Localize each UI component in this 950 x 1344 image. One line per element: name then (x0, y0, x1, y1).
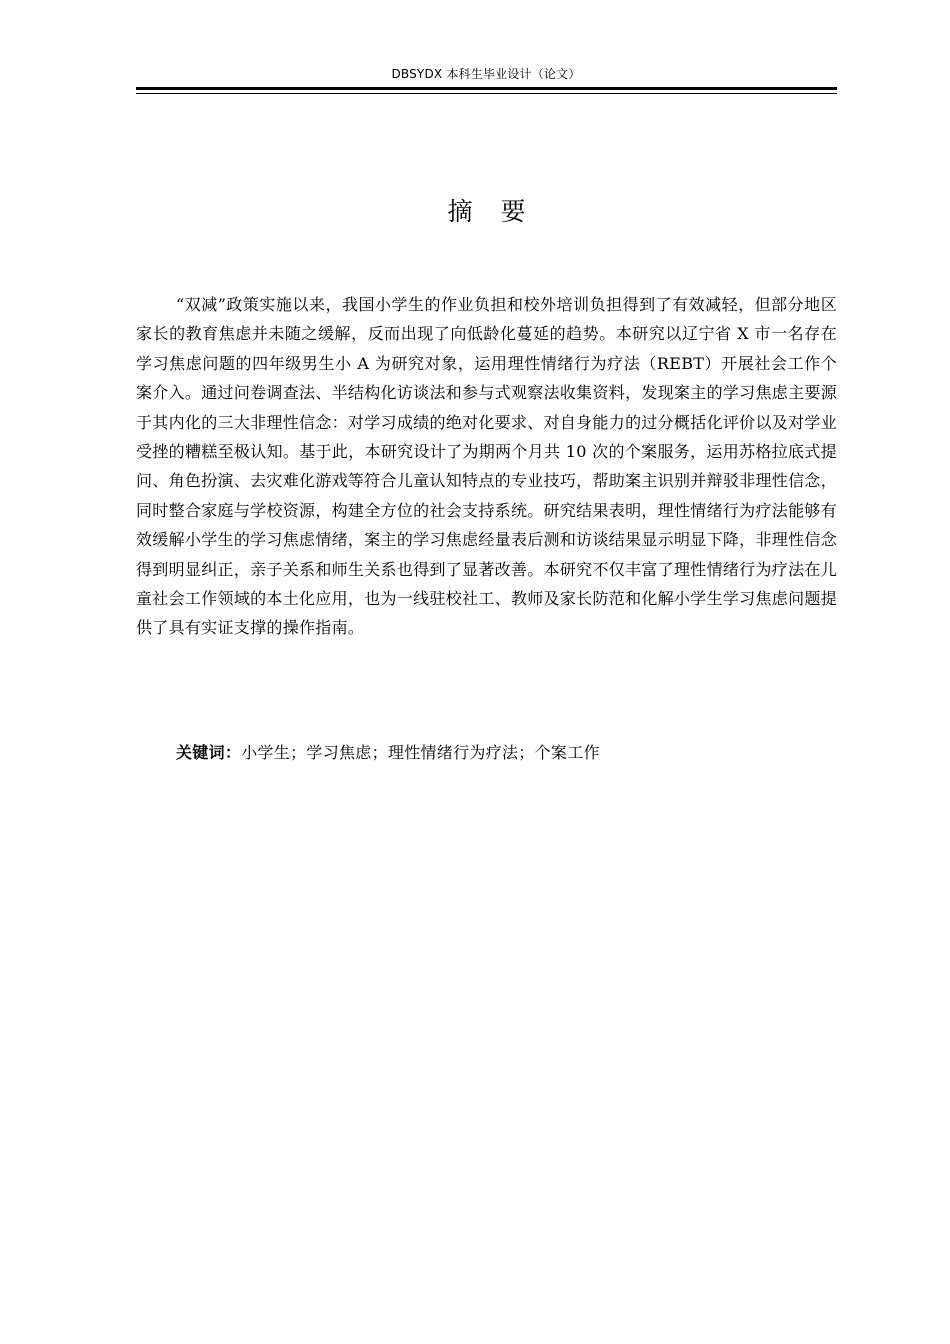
header-rule-thick (136, 87, 837, 90)
abstract-title: 摘 要 (447, 197, 536, 226)
header-rule-thin (136, 93, 837, 94)
keywords-line (176, 738, 836, 767)
running-header: DBSYDX 本科生毕业设计（论文） (391, 67, 581, 81)
keywords-label: 关键词： (176, 743, 242, 762)
keywords-text: 小学生；学习焦虑；理性情绪行为疗法；个案工作 (241, 743, 600, 762)
abstract-body: “双减”政策实施以来，我国小学生的作业负担和校外培训负担得到了有效减轻，但部分地区家长的教育焦虑并未随之缓解，反而出现了向低龄化蔓延的趋势。本研究以辽宁省 X 市一名存在学习焦虑问题的四年级男生小 A 为研究对象，运用理性情绪行为疗法（REBT）开展社会工作个案介入。通过问卷调查法、半结构化访谈法和参与式观察法收集资料，发现案主的学习焦虑主要源于其内化的三大非理性信念：对学习成绩的绝对化要求、对自身能力的过分概括化评价以及对学业受挫的糟糕至极认知。基于此，本研究设计了为期两个月共 10 次的个案服务，运用苏格拉底式提问、角色扮演、去灾难化游戏等符合儿童认知特点的专业技巧，帮助案主识别并辩驳非理性信念，同时整合家庭与学校资源，构建全方位的社会支持系统。研究结果表明，理性情绪行为疗法能够有效缓解小学生的学习焦虑情绪，案主的学习焦虑经量表后测和访谈结果显示明显下降，非理性信念得到明显纠正，亲子关系和师生关系也得到了显著改善。本研究不仅丰富了理性情绪行为疗法在儿童社会工作领域的本土化应用，也为一线驻校社工、教师及家长防范和化解小学生学习焦虑问题提供了具有实证支撑的操作指南。 (136, 295, 837, 638)
